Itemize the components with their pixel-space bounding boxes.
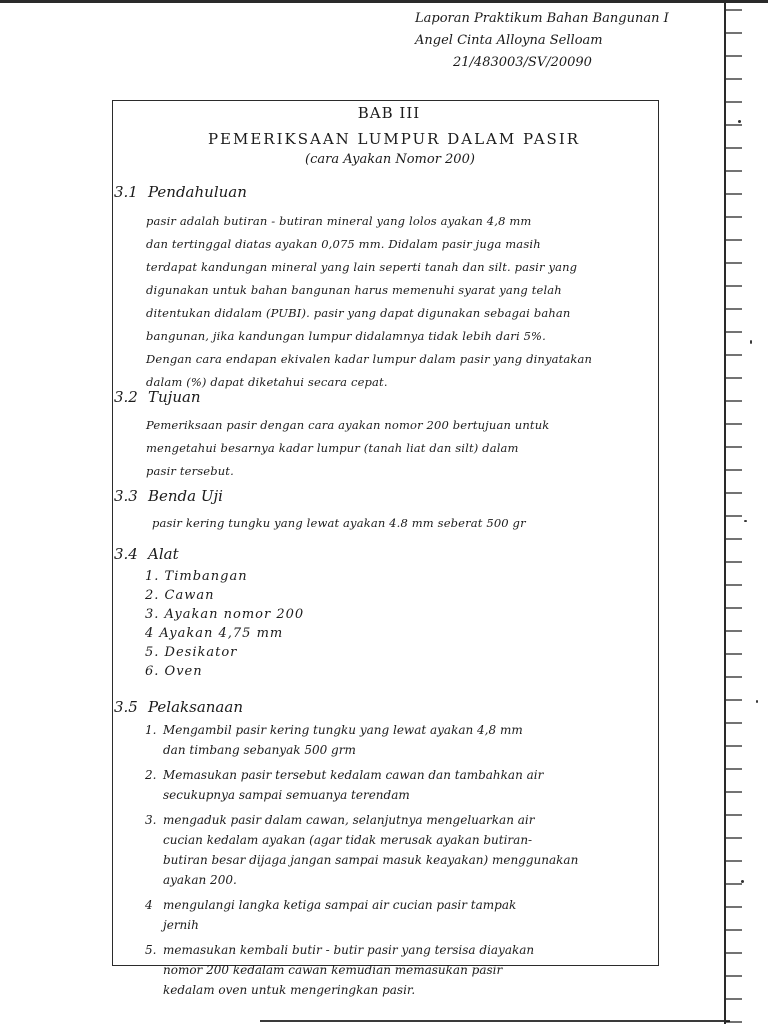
paragraph-line: pasir kering tungku yang lewat ayakan 4.8 mm seberat 500 gr (152, 516, 526, 530)
section-number: 3.5 (114, 698, 138, 716)
report-title: Laporan Praktikum Bahan Bangunan I (415, 11, 669, 26)
step-number: 4 (145, 898, 153, 912)
section-heading-tujuan (114, 388, 201, 406)
step-line: kedalam oven untuk mengeringkan pasir. (163, 983, 416, 997)
scan-speck (741, 880, 744, 883)
step-line: Mengambil pasir kering tungku yang lewat ayakan 4,8 mm (163, 723, 523, 737)
step-number: 1. (145, 723, 157, 737)
list-item: 1. Timbangan (145, 569, 248, 584)
scan-speck (756, 700, 758, 703)
section-heading-pendahuluan (114, 183, 247, 201)
section-body-tujuan (146, 414, 651, 483)
procedure-step (145, 765, 650, 805)
section-title: Pendahuluan (148, 183, 247, 201)
paragraph-line: pasir tersebut. (146, 464, 234, 478)
step-line: Memasukan pasir tersebut kedalam cawan dan tambahkan air (163, 768, 544, 782)
paragraph-line: pasir adalah butiran - butiran mineral yang lolos ayakan 4,8 mm (146, 214, 532, 228)
section-number: 3.3 (114, 487, 138, 505)
section-title: Benda Uji (148, 487, 223, 505)
step-line: memasukan kembali butir - butir pasir yang tersisa diayakan (163, 943, 535, 957)
step-line: secukupnya sampai semuanya terendam (163, 788, 410, 802)
step-line: cucian kedalam ayakan (agar tidak merusak ayakan butiran- (163, 833, 533, 847)
section-heading-pelaksanaan (114, 698, 243, 716)
procedure-step (145, 720, 650, 760)
list-item: 6. Oven (145, 664, 203, 679)
student-name: Angel Cinta Alloyna Selloam (415, 33, 603, 48)
procedure-step (145, 810, 650, 890)
section-title: Tujuan (148, 388, 201, 406)
list-item: 5. Desikator (145, 645, 238, 660)
procedure-step (145, 895, 650, 935)
step-line: mengaduk pasir dalam cawan, selanjutnya mengeluarkan air (163, 813, 535, 827)
student-id: 21/483003/SV/20090 (453, 55, 592, 70)
step-line: dan timbang sebanyak 500 grm (163, 743, 356, 757)
equipment-list (145, 567, 445, 681)
section-title: Pelaksanaan (148, 698, 243, 716)
step-line: butiran besar dijaga jangan sampai masuk keayakan) menggunakan (163, 853, 579, 867)
paragraph-line: digunakan untuk bahan bangunan harus memenuhi syarat yang telah (146, 283, 562, 297)
paragraph-line: mengetahui besarnya kadar lumpur (tanah liat dan silt) dalam (146, 441, 519, 455)
paragraph-line: ditentukan didalam (PUBI). pasir yang dapat digunakan sebagai bahan (146, 306, 571, 320)
paragraph-line: Dengan cara endapan ekivalen kadar lumpur dalam pasir yang dinyatakan (146, 352, 593, 366)
document-subtitle: (cara Ayakan Nomor 200) (305, 152, 475, 167)
step-number: 3. (145, 813, 157, 827)
list-item: 2. Cawan (145, 588, 215, 603)
step-line: jernih (163, 918, 199, 932)
section-heading-alat (114, 545, 179, 563)
step-line: nomor 200 kedalam cawan kemudian memasukan pasir (163, 963, 503, 977)
scan-border-bottom (260, 1020, 730, 1022)
paragraph-line: terdapat kandungan mineral yang lain seperti tanah dan silt. pasir yang (146, 260, 578, 274)
chapter-heading: BAB III (357, 104, 421, 122)
scan-speck (750, 340, 752, 344)
paragraph-line: dan tertinggal diatas ayakan 0,075 mm. Didalam pasir juga masih (146, 237, 541, 251)
document-title: PEMERIKSAAN LUMPUR DALAM PASIR (207, 130, 581, 148)
report-header (415, 8, 715, 74)
paragraph-line: bangunan, jika kandungan lumpur didalamnya tidak lebih dari 5%. (146, 329, 546, 343)
paragraph-line: Pemeriksaan pasir dengan cara ayakan nomor 200 bertujuan untuk (146, 418, 550, 432)
step-line: mengulangi langka ketiga sampai air cucian pasir tampak (163, 898, 517, 912)
section-body-benda-uji (152, 512, 657, 535)
list-item: 3. Ayakan nomor 200 (145, 607, 305, 622)
section-heading-benda-uji (114, 487, 223, 505)
step-number: 5. (145, 943, 157, 957)
scan-border-top (0, 0, 768, 3)
section-number: 3.4 (114, 545, 138, 563)
section-title: Alat (148, 545, 179, 563)
procedure-step (145, 940, 650, 1000)
step-number: 2. (145, 768, 157, 782)
procedure-steps (145, 720, 650, 1005)
section-body-pendahuluan (146, 210, 651, 394)
step-line: ayakan 200. (163, 873, 237, 887)
scan-speck (744, 520, 747, 522)
list-item: 4 Ayakan 4,75 mm (145, 626, 284, 641)
paragraph-line: dalam (%) dapat diketahui secara cepat. (146, 375, 388, 389)
section-number: 3.2 (114, 388, 138, 406)
section-number: 3.1 (114, 183, 138, 201)
